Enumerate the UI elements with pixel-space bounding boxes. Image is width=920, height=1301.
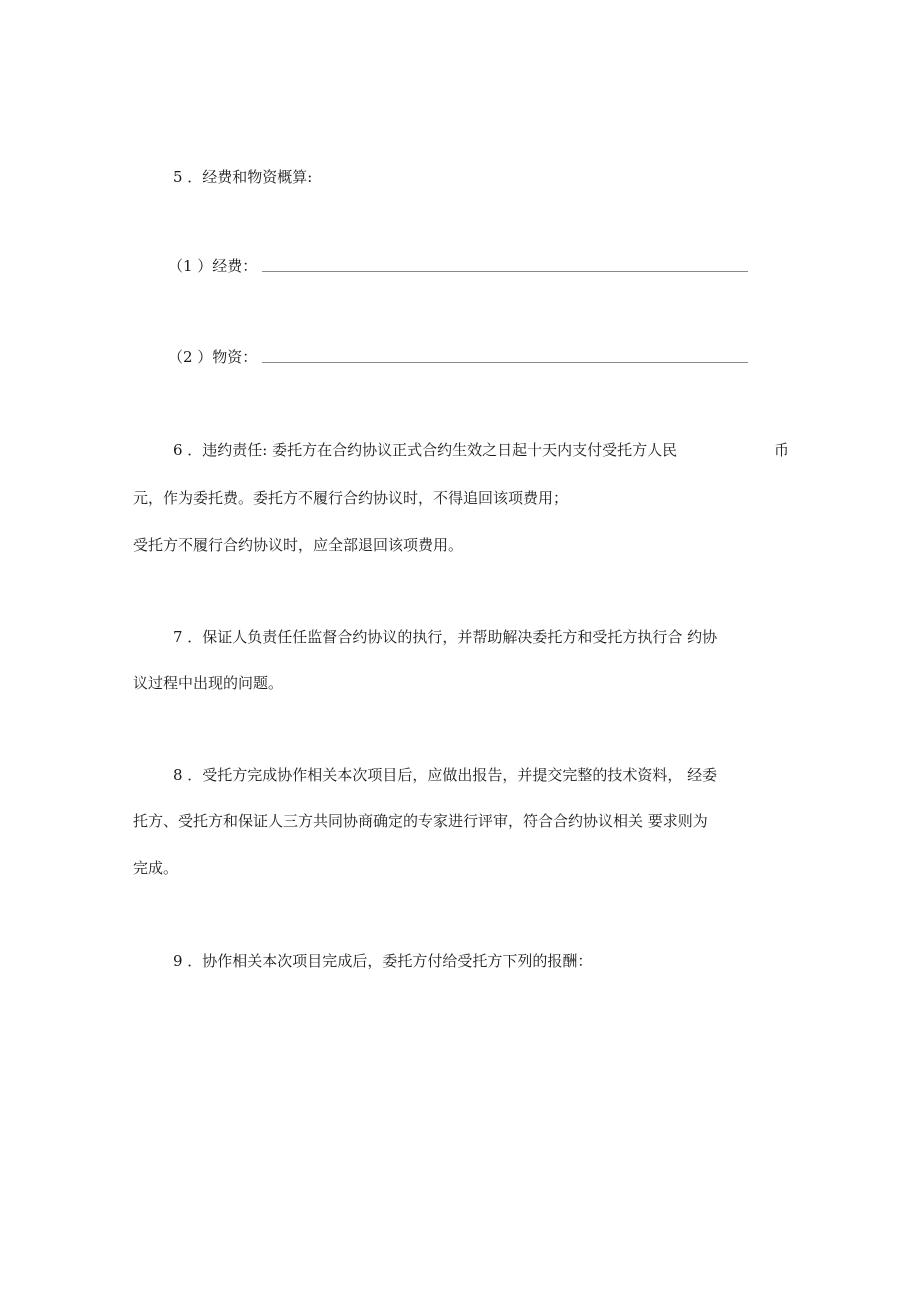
section-9-line-1: 9 ．协作相关本次项目完成后，委托方付给受托方下列的报酬：: [173, 952, 593, 970]
section-6-currency-unit: 币: [774, 441, 790, 459]
funding-label: （1 ）经费：: [168, 257, 258, 275]
section-7-line-2: 议过程中出现的问题。: [133, 674, 284, 692]
section-6-line-3: 受托方不履行合约协议时，应全部退回该项费用。: [133, 536, 464, 554]
section-8-line-3: 完成。: [133, 859, 179, 877]
section-6-line-1-main: 6 ．违约责任: 委托方在合约协议正式合约生效之日起十天内支付受托方人民: [173, 441, 678, 459]
materials-blank-line[interactable]: [262, 362, 748, 363]
section-5-heading: 5 ．经费和物资概算:: [173, 168, 313, 186]
section-8-line-1: 8 ．受托方完成协作相关本次项目后，应做出报告，并提交完整的技术资料， 经委: [173, 766, 718, 784]
materials-label: （2 ）物资：: [168, 348, 258, 366]
section-6-line-1: [173, 440, 677, 460]
section-6-line-2: 元，作为委托费。委托方不履行合约协议时，不得追回该项费用；: [133, 489, 569, 507]
section-7-line-1: 7 ．保证人负责任任监督合约协议的执行，并帮助解决委托方和受托方执行合 约协: [173, 628, 718, 646]
funding-blank-line[interactable]: [262, 271, 748, 272]
section-8-line-2: 托方、受托方和保证人三方共同协商确定的专家进行评审，符合合约协议相关 要求则为: [133, 812, 708, 830]
